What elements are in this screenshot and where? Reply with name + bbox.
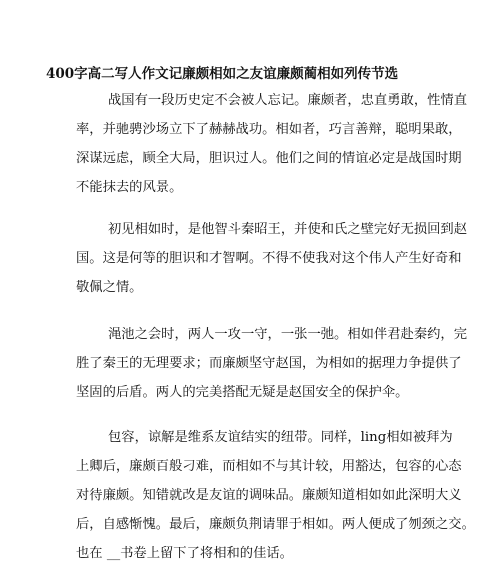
paragraph-4 xyxy=(76,423,475,568)
paragraph-line: 坚固的后盾。两人的完美搭配无疑是赵国安全的保护伞。 xyxy=(76,385,409,400)
paragraph-line: 率，并驰骋沙场立下了赫赫战功。相如者，巧言善辩，聪明果敢， xyxy=(76,122,462,137)
paragraph-line: 胜了秦王的无理要求；而廉颇坚守赵国，为相如的据理力争提供了 xyxy=(76,356,462,371)
document-title: 400字高二写人作文记廉颇相如之友谊廉颇蔺相如列传节选 xyxy=(46,66,399,82)
paragraph-line: 对待廉颇。知错就改是友谊的调味品。廉颇知道相如如此深明大义 xyxy=(76,488,462,503)
paragraph-line: 也在 __书卷上留下了将相和的佳话。 xyxy=(76,546,293,561)
paragraph-line: 上卿后，廉颇百般刁难，而相如不与其计较，用豁达，包容的心态 xyxy=(76,459,462,474)
paragraph-line: 深谋远虑，顾全大局，胆识过人。他们之间的情谊必定是战国时期 xyxy=(76,151,462,166)
paragraph-line: 敬佩之情。 xyxy=(76,280,143,295)
paragraph-1 xyxy=(76,86,468,202)
paragraph-2 xyxy=(76,215,468,302)
paragraph-line: 战国有一段历史定不会被人忘记。廉颇者，忠直勇敢，性情直 xyxy=(108,93,468,108)
paragraph-line: 不能抹去的风景。 xyxy=(76,180,183,195)
paragraph-3 xyxy=(76,320,468,407)
paragraph-line: 渑池之会时，两人一攻一守，一张一弛。相如伴君赴秦约，完 xyxy=(108,327,468,342)
paragraph-line: 包容，谅解是维系友谊结实的纽带。同样，ling相如被拜为 xyxy=(108,430,453,445)
paragraph-line: 后，自感惭愧。最后，廉颇负荆请罪于相如。两人便成了刎颈之交。 xyxy=(76,517,475,532)
paragraph-line: 初见相如时，是他智斗秦昭王，并使和氏之壁完好无损回到赵 xyxy=(108,222,468,237)
paragraph-line: 国。这是何等的胆识和才智啊。不得不使我对这个伟人产生好奇和 xyxy=(76,251,462,266)
